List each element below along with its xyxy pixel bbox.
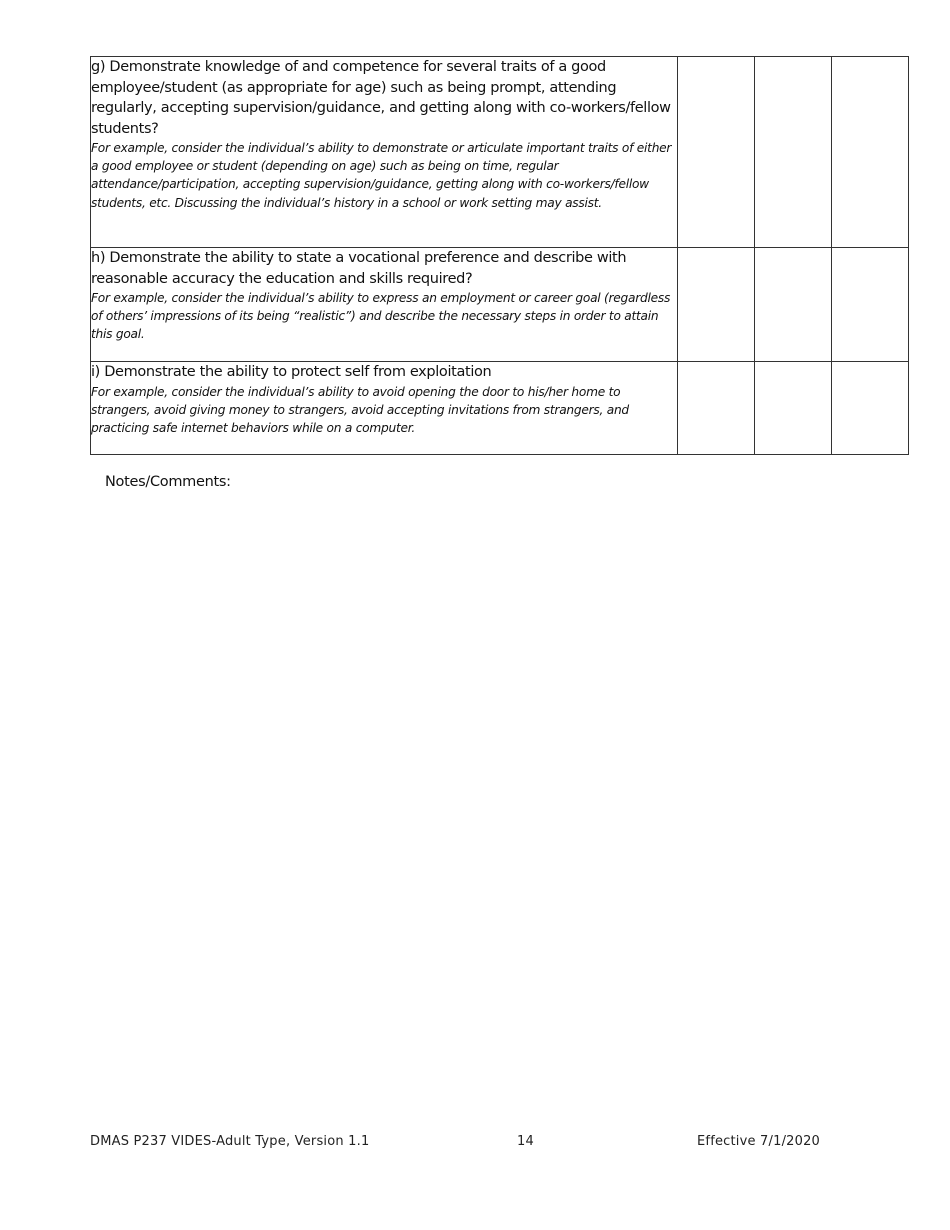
footer-effective-date: Effective 7/1/2020	[697, 1134, 821, 1149]
table-row	[91, 248, 909, 362]
response-cell-h-1[interactable]	[678, 248, 755, 362]
question-text-g: g) Demonstrate knowledge of and competence for several traits of a good employee/student (as appropriate for age) such as being prompt, attending regularly, accepting supervision/guidance, and getting along with co-workers/fellow students?	[91, 59, 671, 137]
footer-form-id: DMAS P237 VIDES-Adult Type, Version 1.1	[90, 1134, 370, 1149]
response-cell-g-1[interactable]	[678, 57, 755, 248]
example-text-g: For example, consider the individual’s ability to demonstrate or articulate important traits of either a good employee or student (depending on age) such as being on time, regular attendance/participation, accepting supervision/guidance, getting along with co-workers/fellow students, etc. Discussing the individual’s history in a school or work setting may assist.	[91, 141, 672, 210]
assessment-table	[90, 56, 909, 455]
table-row	[91, 362, 909, 455]
response-cell-h-2[interactable]	[755, 248, 832, 362]
question-cell-g	[91, 57, 678, 248]
response-cell-i-2[interactable]	[755, 362, 832, 455]
response-cell-h-3[interactable]	[832, 248, 909, 362]
question-cell-i	[91, 362, 678, 455]
response-cell-g-2[interactable]	[755, 57, 832, 248]
table-row	[91, 57, 909, 248]
footer-page-number: 14	[517, 1134, 534, 1149]
response-cell-i-3[interactable]	[832, 362, 909, 455]
response-cell-g-3[interactable]	[832, 57, 909, 248]
question-text-h: h) Demonstrate the ability to state a vocational preference and describe with reasonable accuracy the education and skills required?	[91, 250, 627, 287]
question-text-i: i) Demonstrate the ability to protect self from exploitation	[91, 364, 492, 380]
response-cell-i-1[interactable]	[678, 362, 755, 455]
notes-comments-label: Notes/Comments:	[105, 474, 231, 490]
question-cell-h	[91, 248, 678, 362]
example-text-i: For example, consider the individual’s ability to avoid opening the door to his/her home to strangers, avoid giving money to strangers, avoid accepting invitations from strangers, and practicing safe internet behaviors while on a computer.	[91, 384, 629, 435]
example-text-h: For example, consider the individual’s ability to express an employment or career goal (regardless of others’ impressions of its being “realistic”) and describe the necessary steps in order to attain this goal.	[91, 291, 671, 342]
